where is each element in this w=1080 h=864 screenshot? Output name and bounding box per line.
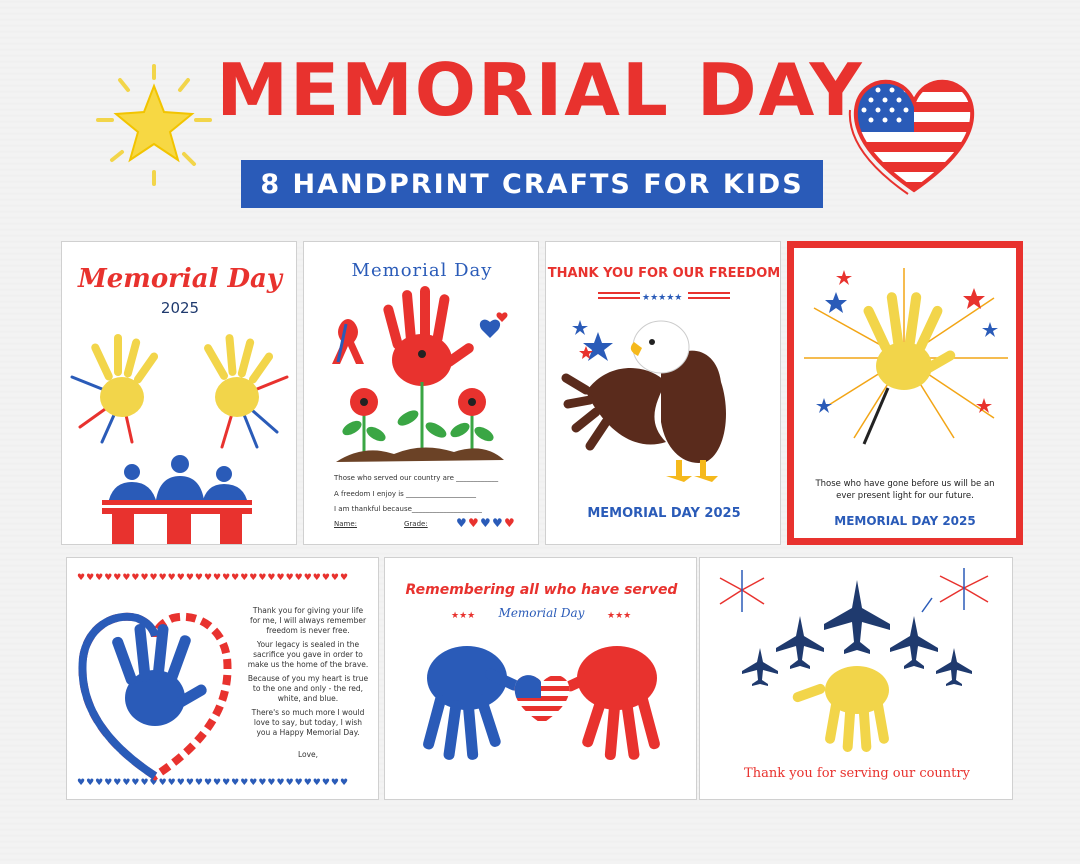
- page-title: MEMORIAL DAY: [216, 48, 864, 132]
- card2-line3: I am thankful because____________________: [334, 505, 482, 513]
- subtitle-banner: 8 HANDPRINT CRAFTS FOR KIDS: [241, 160, 823, 208]
- card6-subtitle: Memorial Day: [498, 606, 585, 620]
- card2-grade-label: Grade:: [404, 520, 428, 528]
- svg-text:♥: ♥: [468, 516, 479, 530]
- svg-text:♥: ♥: [504, 516, 515, 530]
- card5-paragraph-4: There's so much more I would love to say, but today, I wish you a Happy Memorial Day.: [251, 708, 365, 737]
- card2-name-label: Name:: [334, 520, 358, 528]
- card2-line1: Those who served our country are ____________: [334, 474, 499, 482]
- craft-card-5: [66, 557, 379, 800]
- card2-line2: A freedom I enjoy is ____________________: [334, 490, 477, 498]
- svg-text:♥: ♥: [480, 516, 491, 530]
- card3-footer: MEMORIAL DAY 2025: [587, 506, 741, 521]
- two-hands-heart-art: [385, 558, 697, 800]
- card5-paragraph-2: Your legacy is sealed in the sacrifice you gave in order to make us the home of the brave.: [247, 640, 369, 669]
- card7-footer: Thank you for serving our country: [744, 766, 970, 781]
- craft-card-2: [303, 241, 539, 545]
- jets-handprint-art: [700, 558, 1013, 800]
- craft-card-1: [61, 241, 297, 545]
- card5-paragraph-3: Because of you my heart is true to the one and only - the red, white, and blue.: [247, 674, 369, 703]
- fireworks-handprints: [62, 242, 297, 545]
- card6-title: Remembering all who have served: [405, 582, 678, 598]
- card4-footer: MEMORIAL DAY 2025: [834, 514, 976, 528]
- poppy-handprint-art: [304, 242, 539, 545]
- craft-card-3: [545, 241, 781, 545]
- card5-paragraph-1: Thank you for giving your life for me, I will always remember freedom is never free.: [249, 606, 367, 635]
- card4-quote: Those who have gone before us will be an ever present light for our future.: [815, 479, 995, 501]
- card3-title: THANK YOU FOR OUR FREEDOM: [547, 266, 781, 281]
- svg-text:★★★★★: ★★★★★: [642, 293, 683, 303]
- svg-text:★★★: ★★★: [451, 611, 476, 621]
- craft-card-7: [699, 557, 1013, 800]
- eagle-handprint-art: [546, 242, 781, 545]
- svg-text:♥♥♥♥♥♥♥♥♥♥♥♥♥♥♥♥♥♥♥♥♥♥♥♥♥♥♥♥♥♥: ♥♥♥♥♥♥♥♥♥♥♥♥♥♥♥♥♥♥♥♥♥♥♥♥♥♥♥♥♥♥: [77, 778, 350, 788]
- svg-text:♥: ♥: [492, 516, 503, 530]
- card2-title: Memorial Day: [351, 260, 493, 281]
- card1-year: 2025: [160, 299, 200, 317]
- card1-title: Memorial Day: [77, 264, 283, 294]
- craft-card-4: [787, 241, 1023, 545]
- svg-text:♥♥♥♥♥♥♥♥♥♥♥♥♥♥♥♥♥♥♥♥♥♥♥♥♥♥♥♥♥♥: ♥♥♥♥♥♥♥♥♥♥♥♥♥♥♥♥♥♥♥♥♥♥♥♥♥♥♥♥♥♥: [77, 573, 350, 583]
- craft-card-6: [384, 557, 697, 800]
- saluting-soldiers: [108, 455, 248, 504]
- heart-row: [456, 516, 515, 530]
- card5-paragraph-5: Love,: [297, 750, 319, 759]
- svg-text:♥: ♥: [456, 516, 467, 530]
- ribbon-icon: [332, 319, 364, 364]
- svg-text:★★★: ★★★: [607, 611, 632, 621]
